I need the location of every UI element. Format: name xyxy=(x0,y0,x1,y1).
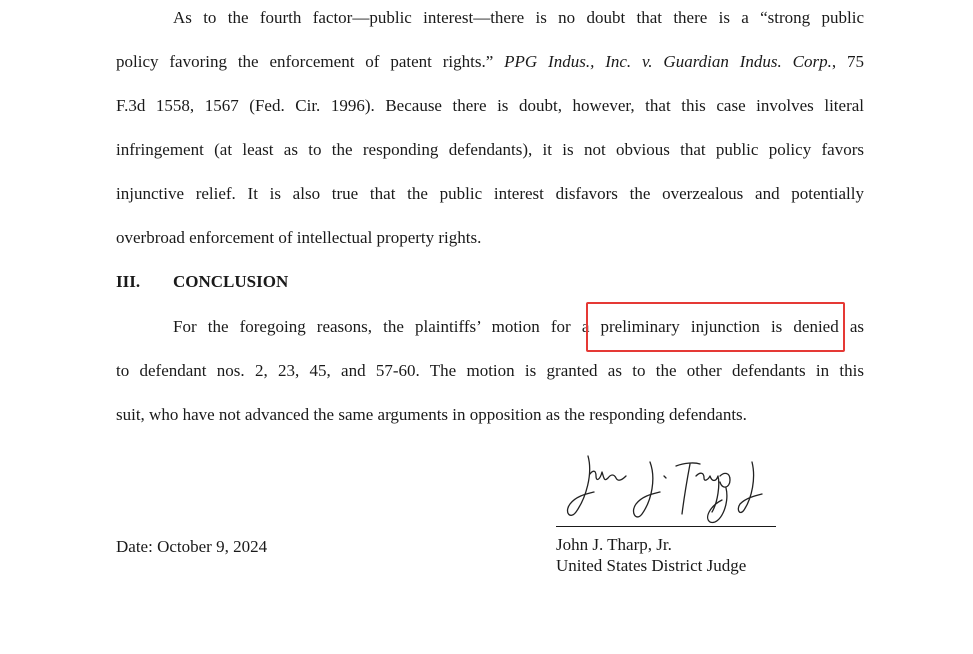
line-text: , 75 xyxy=(831,52,865,71)
case-citation: PPG Indus., Inc. v. Guardian Indus. Corp. xyxy=(504,52,832,71)
line-text: infringement (at least as to the responding defendants), it is not obvious that public policy favors xyxy=(116,140,864,159)
line-text: For the foregoing reasons, the plaintiffs’ motion for a preliminary injunction is denied as xyxy=(173,317,864,336)
line-text: to defendant nos. 2, 23, 45, and 57-60. The motion is granted as to the other defendants in this xyxy=(116,361,864,380)
signer-name: John J. Tharp, Jr. xyxy=(556,535,672,554)
paragraph-line xyxy=(116,184,864,204)
section-number: III. xyxy=(116,272,141,291)
paragraph-line xyxy=(116,228,864,248)
signature-line xyxy=(556,526,776,527)
signer-title: United States District Judge xyxy=(556,556,747,575)
paragraph-line xyxy=(116,361,864,381)
highlight-box xyxy=(586,302,845,352)
section-title: CONCLUSION xyxy=(173,272,289,291)
signer-block xyxy=(556,534,746,576)
paragraph-line xyxy=(116,52,864,72)
paragraph-line xyxy=(116,140,864,160)
paragraph-line xyxy=(116,96,864,116)
line-text: policy favoring the enforcement of patent rights.” xyxy=(116,52,505,71)
signature-date: Date: October 9, 2024 xyxy=(116,537,268,556)
paragraph-line xyxy=(173,8,864,28)
paragraph-line xyxy=(116,405,864,425)
line-text: suit, who have not advanced the same arguments in opposition as the responding defendants. xyxy=(116,405,747,424)
line-text: As to the fourth factor—public interest—there is no doubt that there is a “strong public xyxy=(173,8,864,27)
signature-image xyxy=(560,448,780,528)
line-text: injunctive relief. It is also true that the public interest disfavors the overzealous and potentially xyxy=(116,184,864,203)
line-text: overbroad enforcement of intellectual property rights. xyxy=(116,228,482,247)
line-text: F.3d 1558, 1567 (Fed. Cir. 1996). Because there is doubt, however, that this case involves literal xyxy=(116,96,864,115)
section-heading xyxy=(116,272,288,292)
